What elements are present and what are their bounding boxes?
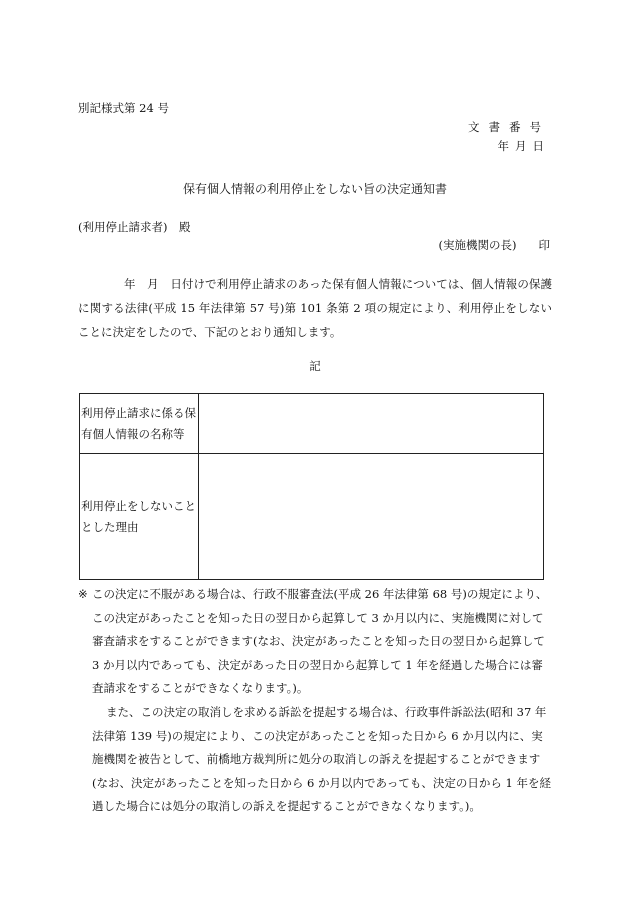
table-row [80,454,544,580]
sender [439,237,550,253]
row-label: 利用停止請求に係る保有個人情報の名称等 [80,394,199,454]
note-appeal-text: この決定に不服がある場合は、行政不服審査法(平成 26 年法律第 68 号)の規定により、この決定があったことを知った日の翌日から起算して 3 か月以内に、実施機関に対して審査請求をすることができます(なお、決定があったことを知った日の翌日から起算して 3 か月以内であっても、決定があった日の翌日から起算して 1 年を経過した場合には審査請求をすることができなくなります。)。 [92,587,548,696]
record-table [79,393,544,580]
note-lawsuit: また、この決定の取消しを求める訴訟を提起する場合は、行政事件訴訟法(昭和 37 年法律第 139 号)の規定により、この決定があったことを知った日から 6 か月以内に、実施機関を被告として、前橋地方裁判所に処分の取消しの訴えを提起することができます(なお、決定があったことを知った日から 6 か月以内であっても、決定の日から 1 年を経過した場合には処分の取消しの訴えを提起することができなくなります。)。 [92,704,552,814]
note-appeal [78,583,554,701]
note-mark: ※ [78,587,88,601]
addressee: (利用停止請求者) 殿 [78,220,191,234]
page-title: 保有個人情報の利用停止をしない旨の決定通知書 [182,182,447,196]
body-paragraph: 年 月 日付けで利用停止請求のあった保有個人情報については、個人情報の保護に関する法律(平成 15 年法律第 57 号)第 101 条第 2 項の規定により、利用停止をしないことに決定をしたので、下記のとおり通知します。 [78,277,552,339]
sender-name: (実施機関の長) [438,238,517,252]
notes [78,583,554,819]
row-value [199,394,544,454]
form-number: 別記様式第 24 号 [78,101,169,115]
row-value [199,454,544,580]
body-text [78,272,552,344]
ki-heading: 記 [309,359,321,373]
row-label: 利用停止をしないこととした理由 [80,454,199,580]
seal-mark: 印 [538,238,550,252]
table-row [80,394,544,454]
document-date-label: 年月日 [497,139,550,153]
document-number-label: 文書番号 [468,120,550,134]
